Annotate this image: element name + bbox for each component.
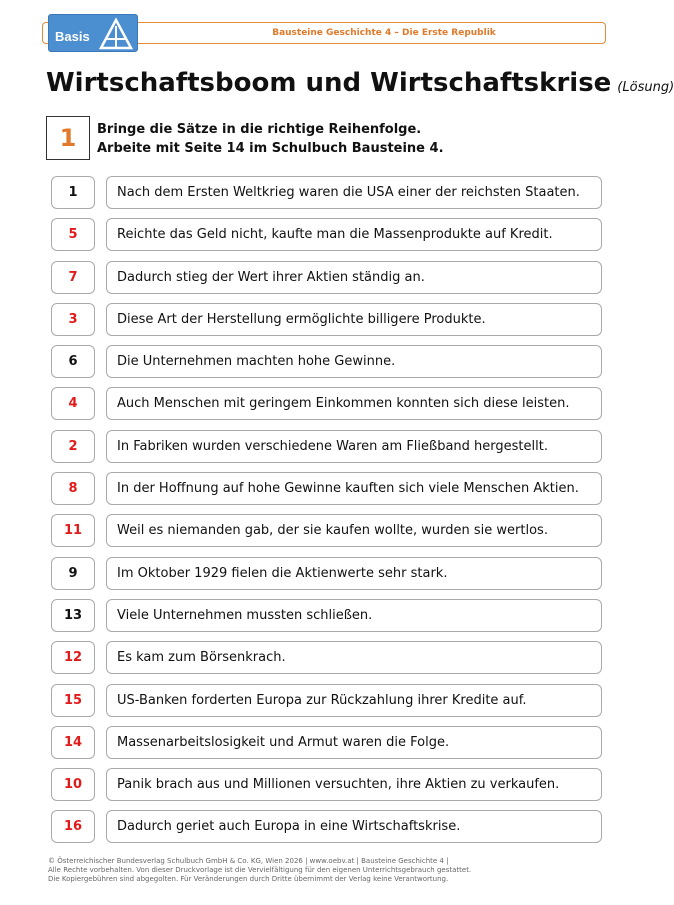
instruction-line-1: Bringe die Sätze in die richtige Reihenfolge. (97, 122, 422, 137)
sentence-list (0, 176, 640, 853)
sentence-row (0, 514, 640, 556)
order-number-box[interactable]: 3 (51, 303, 95, 336)
order-number-box[interactable]: 11 (51, 514, 95, 547)
footer-line-1: © Österreichischer Bundesverlag Schulbuch GmbH & Co. KG, Wien 2026 | www.oebv.at | Bausteine Geschichte 4 | (48, 857, 449, 865)
footer-line-2: Alle Rechte vorbehalten. Von dieser Druckvorlage ist die Vervielfältigung für den eigenen Unterrichtsgebrauch gestattet. (48, 866, 472, 874)
page-title-wrap (46, 68, 674, 98)
order-number-box[interactable]: 4 (51, 387, 95, 420)
page-title: Wirtschaftsboom und Wirtschaftskrise (46, 68, 612, 98)
sentence-text: Panik brach aus und Millionen versuchten, ihre Aktien zu verkaufen. (106, 768, 602, 801)
sentence-row (0, 641, 640, 683)
sentence-row (0, 684, 640, 726)
order-number-box[interactable]: 12 (51, 641, 95, 674)
sentence-text: Auch Menschen mit geringem Einkommen konnten sich diese leisten. (106, 387, 602, 420)
instruction-line-2: Arbeite mit Seite 14 im Schulbuch Bausteine 4. (97, 141, 444, 156)
sentence-row (0, 599, 640, 641)
footer (48, 857, 471, 884)
order-number-box[interactable]: 6 (51, 345, 95, 378)
order-number-box[interactable]: 13 (51, 599, 95, 632)
logo-text: Basis (55, 29, 90, 44)
sentence-row (0, 557, 640, 599)
sentence-text: Massenarbeitslosigkeit und Armut waren die Folge. (106, 726, 602, 759)
sentence-text: Weil es niemanden gab, der sie kaufen wollte, wurden sie wertlos. (106, 514, 602, 547)
sentence-text: In der Hoffnung auf hohe Gewinne kauften sich viele Menschen Aktien. (106, 472, 602, 505)
sentence-text: Dadurch stieg der Wert ihrer Aktien ständig an. (106, 261, 602, 294)
sentence-row (0, 345, 640, 387)
sentence-text: Dadurch geriet auch Europa in eine Wirtschaftskrise. (106, 810, 602, 843)
sentence-text: Diese Art der Herstellung ermöglichte billigere Produkte. (106, 303, 602, 336)
order-number-box[interactable]: 8 (51, 472, 95, 505)
order-number-box[interactable]: 1 (51, 176, 95, 209)
sentence-text: Nach dem Ersten Weltkrieg waren die USA einer der reichsten Staaten. (106, 176, 602, 209)
order-number-box[interactable]: 5 (51, 218, 95, 251)
page-subtitle: (Lösung) (617, 80, 674, 95)
sentence-text: Die Unternehmen machten hohe Gewinne. (106, 345, 602, 378)
sentence-row (0, 176, 640, 218)
sentence-row (0, 303, 640, 345)
sentence-row (0, 472, 640, 514)
sentence-text: US-Banken forderten Europa zur Rückzahlung ihrer Kredite auf. (106, 684, 602, 717)
sentence-row (0, 768, 640, 810)
sentence-row (0, 387, 640, 429)
order-number-box[interactable]: 9 (51, 557, 95, 590)
header-title: Bausteine Geschichte 4 – Die Erste Republik (272, 28, 496, 38)
task-number: 1 (46, 116, 90, 160)
sentence-text: Reichte das Geld nicht, kaufte man die Massenprodukte auf Kredit. (106, 218, 602, 251)
order-number-box[interactable]: 14 (51, 726, 95, 759)
sentence-text: In Fabriken wurden verschiedene Waren am Fließband hergestellt. (106, 430, 602, 463)
task-instructions (97, 120, 444, 158)
triangle-logo-icon (99, 18, 133, 50)
sentence-row (0, 218, 640, 260)
sentence-text: Im Oktober 1929 fielen die Aktienwerte sehr stark. (106, 557, 602, 590)
sentence-row (0, 430, 640, 472)
order-number-box[interactable]: 15 (51, 684, 95, 717)
order-number-box[interactable]: 16 (51, 810, 95, 843)
sentence-row (0, 726, 640, 768)
sentence-row (0, 261, 640, 303)
order-number-box[interactable]: 10 (51, 768, 95, 801)
sentence-text: Viele Unternehmen mussten schließen. (106, 599, 602, 632)
basis-logo (48, 14, 138, 52)
sentence-text: Es kam zum Börsenkrach. (106, 641, 602, 674)
order-number-box[interactable]: 2 (51, 430, 95, 463)
footer-line-3: Die Kopiergebühren sind abgegolten. Für Veränderungen durch Dritte übernimmt der Verlag keine Verantwortung. (48, 875, 449, 883)
sentence-row (0, 810, 640, 852)
order-number-box[interactable]: 7 (51, 261, 95, 294)
